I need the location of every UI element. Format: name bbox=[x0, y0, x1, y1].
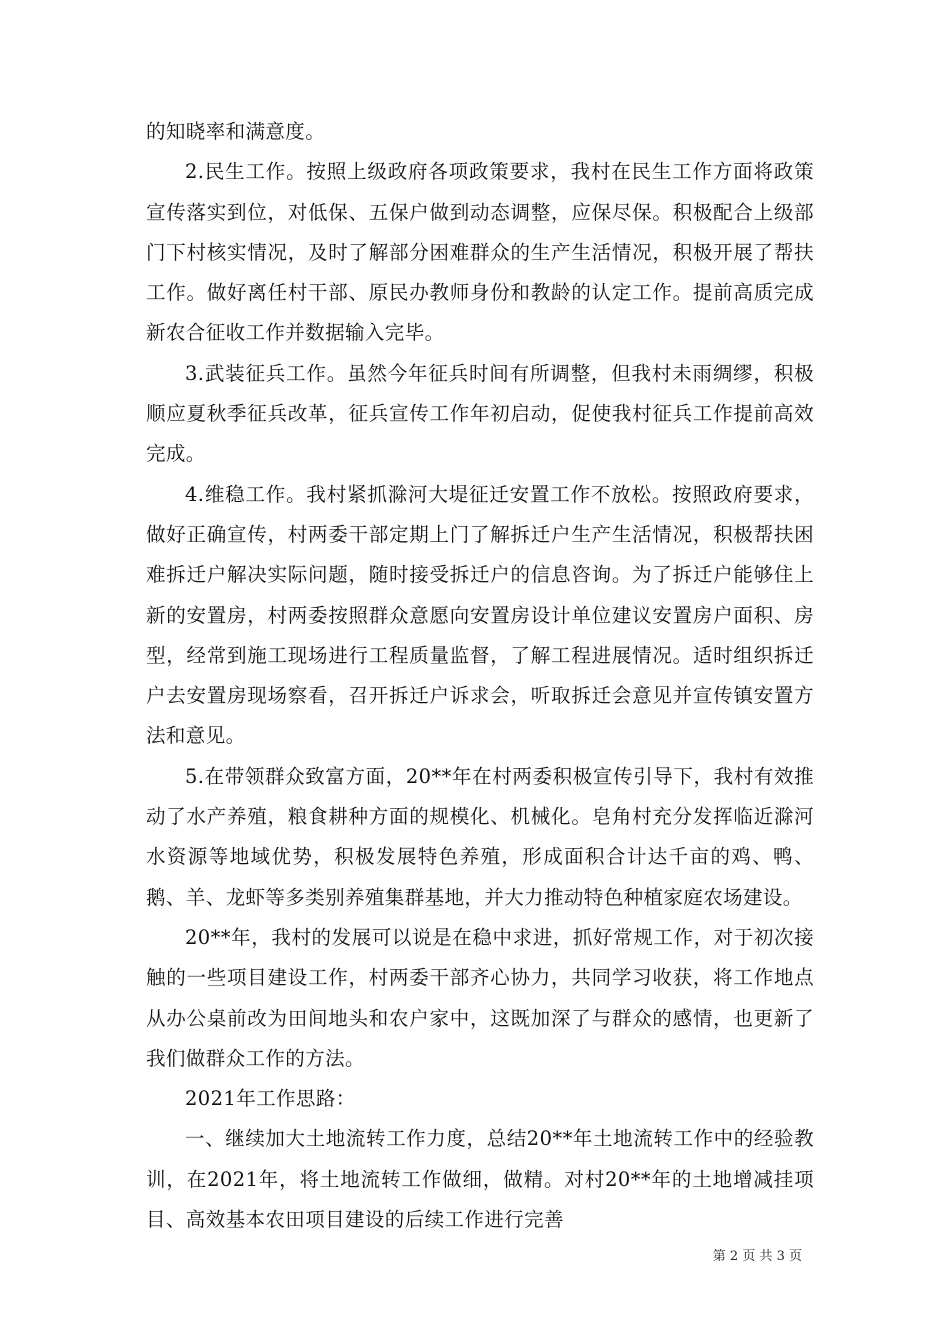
paragraph-prosperity-work: 5.在带领群众致富方面，20**年在村两委积极宣传引导下，我村有效推动了水产养殖，粮食耕种方面的规模化、机械化。皂角村充分发挥临近滁河水资源等地域优势，积极发展特色养殖，形成面积合计达千亩的鸡、鸭、鹅、羊、龙虾等多类别养殖集群基地，并大力推动特色种植家庭农场建设。 bbox=[146, 764, 814, 909]
paragraph-continuation: 的知晓率和满意度。 bbox=[146, 120, 326, 143]
paragraph-plan-item-1: 一、继续加大土地流转工作力度，总结20**年土地流转工作中的经验教训，在2021年，将土地流转工作做细，做精。对村20**年的土地增减挂项目、高效基本农田项目建设的后续工作进行完善 bbox=[146, 1127, 814, 1232]
paragraph-stability-work: 4.维稳工作。我村紧抓滁河大堤征迁安置工作不放松。按照政府要求，做好正确宣传，村两委干部定期上门了解拆迁户生产生活情况，积极帮扶困难拆迁户解决实际问题，随时接受拆迁户的信息咨询。为了拆迁户能够住上新的安置房，村两委按照群众意愿向安置房设计单位建议安置房户面积、房型，经常到施工现场进行工程质量监督，了解工程进展情况。适时组织拆迁户去安置房现场察看，召开拆迁户诉求会，听取拆迁会意见并宣传镇安置方法和意见。 bbox=[146, 482, 814, 748]
section-heading-plan: 2021年工作思路： bbox=[185, 1087, 356, 1111]
page-number-footer: 第 2 页 共 3 页 bbox=[712, 1249, 802, 1264]
paragraph-summary: 20**年，我村的发展可以说是在稳中求进，抓好常规工作，对于初次接触的一些项目建设工作，村两委干部齐心协力，共同学习收获，将工作地点从办公桌前改为田间地头和农户家中，这既加深了与群众的感情，也更新了我们做群众工作的方法。 bbox=[146, 925, 814, 1070]
document-body bbox=[146, 112, 814, 1240]
paragraph-livelihood-work: 2.民生工作。按照上级政府各项政策要求，我村在民生工作方面将政策宣传落实到位，对低保、五保户做到动态调整，应保尽保。积极配合上级部门下村核实情况，及时了解部分困难群众的生产生活情况，积极开展了帮扶工作。做好离任村干部、原民办教师身份和教龄的认定工作。提前高质完成新农合征收工作并数据输入完毕。 bbox=[146, 160, 814, 345]
paragraph-conscription-work: 3.武装征兵工作。虽然今年征兵时间有所调整，但我村未雨绸缪，积极顺应夏秋季征兵改革，征兵宣传工作年初启动，促使我村征兵工作提前高效完成。 bbox=[146, 361, 814, 466]
